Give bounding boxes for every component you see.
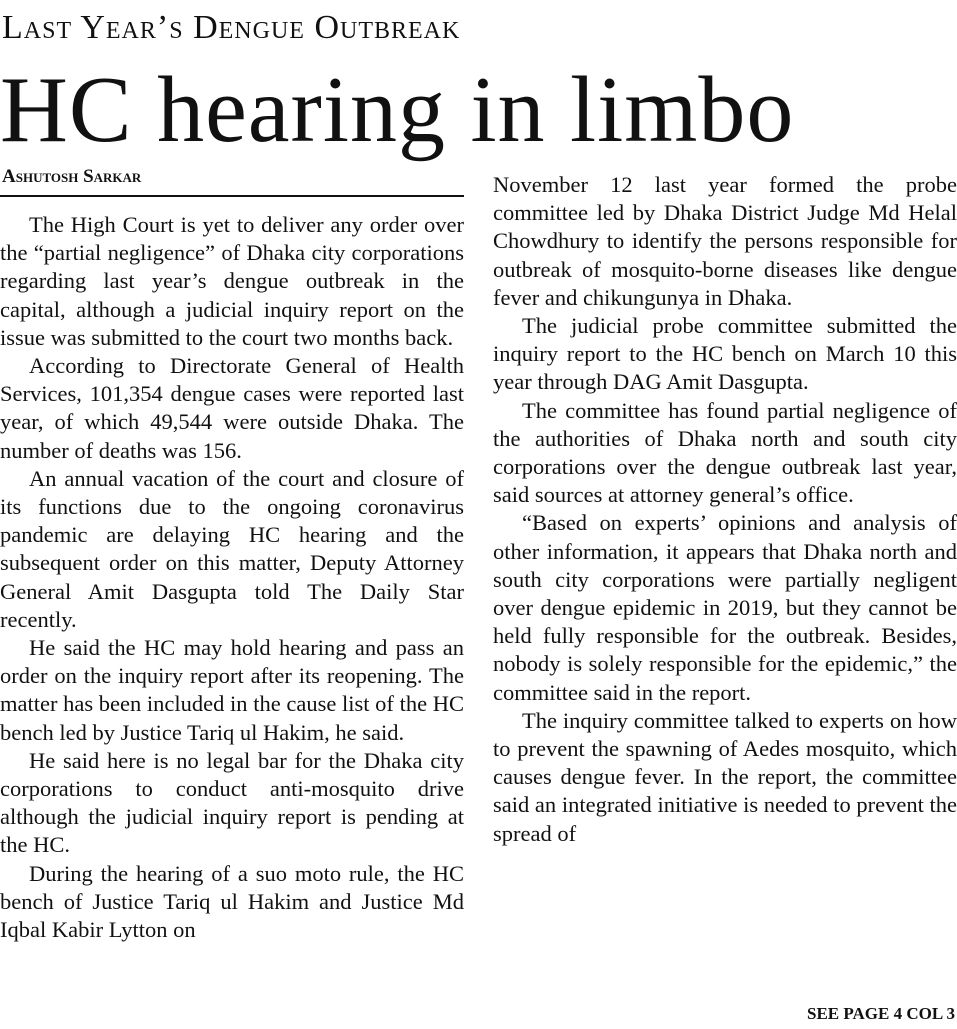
paragraph: The judicial probe committee submitted the inquiry report to the HC bench on March 10 this year through DAG Amit Dasgupta. — [493, 313, 957, 395]
body-column-2 — [493, 171, 957, 848]
kicker: Last Year’s Dengue Outbreak — [2, 9, 461, 46]
paragraph: According to Directorate General of Health Services, 101,354 dengue cases were reported last year, of which 49,544 were outside Dhaka. The number of deaths was 156. — [0, 353, 464, 463]
headline: HC hearing in limbo — [0, 58, 795, 162]
paragraph: An annual vacation of the court and closure of its functions due to the ongoing coronavirus pandemic are delaying HC hearing and the subsequent order on this matter, Deputy Attorney General Amit Dasgupta told The Daily Star recently. — [0, 465, 464, 632]
paragraph: The High Court is yet to deliver any order over the “partial negligence” of Dhaka city corporations regarding last year’s dengue outbreak in the capital, although a judicial inquiry report on the issue was submitted to the court two months back. — [0, 212, 464, 350]
paragraph: “Based on experts’ opinions and analysis of other information, it appears that Dhaka north and south city corporations were partially negligent over dengue epidemic in 2019, but they cannot be held fully responsible for the outbreak. Besides, nobody is solely responsible for the epidemic,” the committee said in the report. — [493, 510, 957, 705]
byline-divider — [0, 195, 464, 197]
continued-on-page-label: SEE PAGE 4 COL 3 — [807, 1004, 955, 1023]
paragraph: The inquiry committee talked to experts on how to prevent the spawning of Aedes mosquito, which causes dengue fever. In the report, the committee said an integrated initiative is needed to prevent the spread of — [493, 707, 957, 846]
paragraph: The committee has found partial negligence of the authorities of Dhaka north and south city corporations over the dengue outbreak last year, said sources at attorney general’s office. — [493, 397, 957, 508]
byline: Ashutosh Sarkar — [2, 166, 142, 187]
body-column-1 — [0, 211, 464, 944]
paragraph: He said the HC may hold hearing and pass an order on the inquiry report after its reopening. The matter has been included in the cause list of the HC bench led by Justice Tariq ul Hakim, he said. — [0, 635, 464, 745]
paragraph-continued: November 12 last year formed the probe committee led by Dhaka District Judge Md Helal Chowdhury to identify the persons responsible for outbreak of mosquito-borne diseases like dengue fever and chikungunya in Dhaka. — [493, 172, 957, 310]
paragraph: He said here is no legal bar for the Dhaka city corporations to conduct anti-mosquito drive although the judicial inquiry report is pending at the HC. — [0, 747, 464, 858]
paragraph: During the hearing of a suo moto rule, the HC bench of Justice Tariq ul Hakim and Justice Md Iqbal Kabir Lytton on — [0, 860, 464, 943]
